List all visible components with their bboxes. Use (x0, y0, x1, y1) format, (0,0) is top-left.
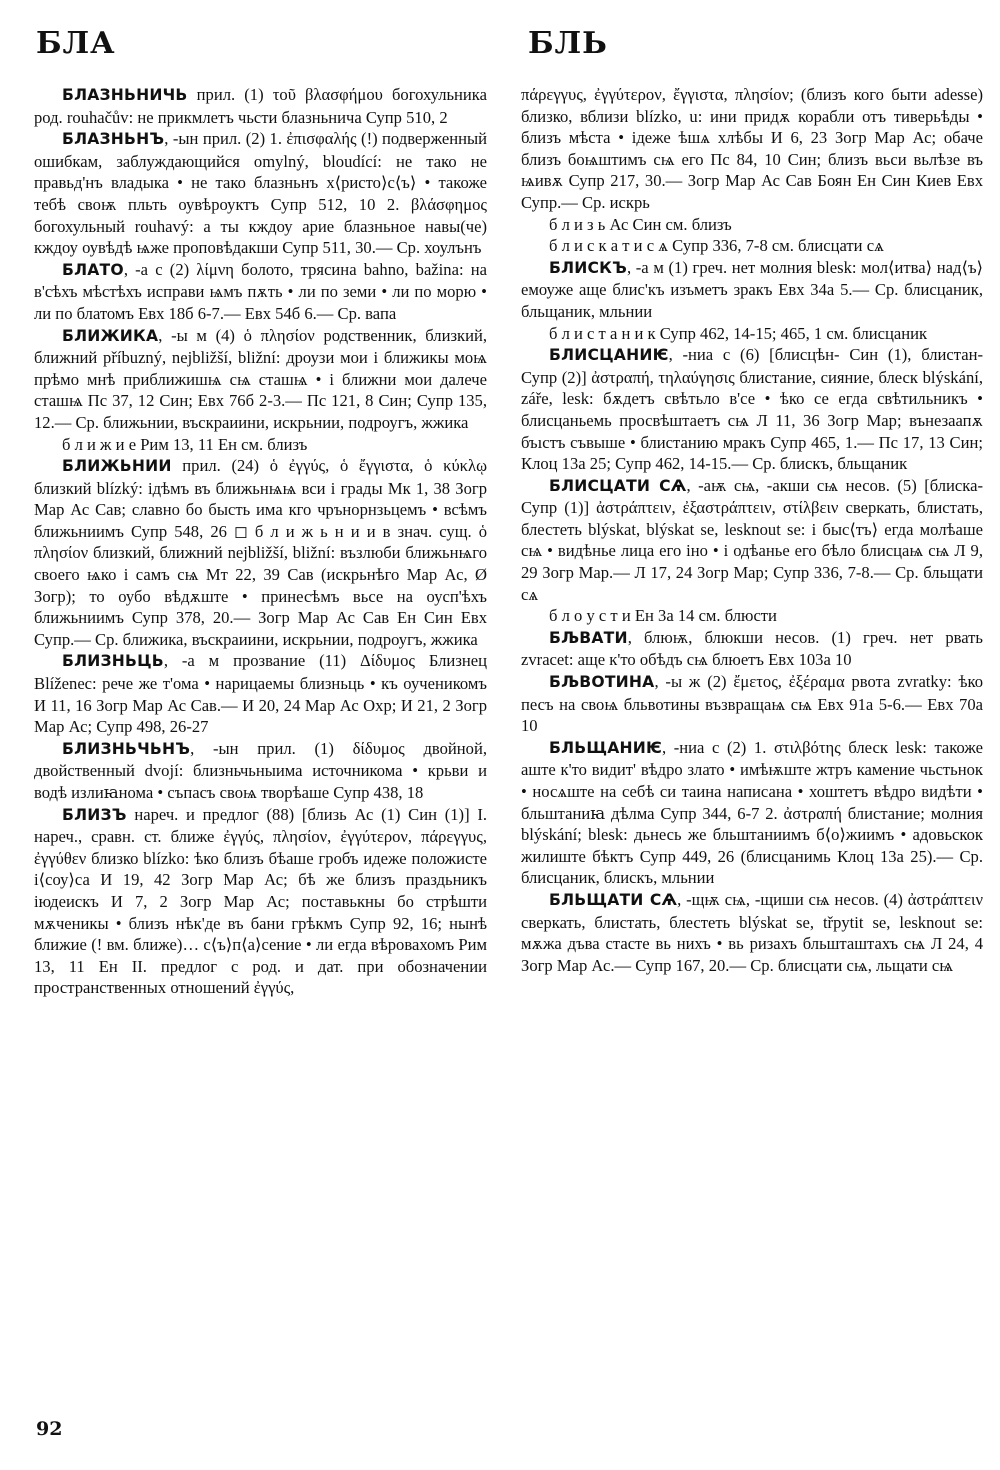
entry-body: нареч. и предлог (88) [близь Ас (1) Син (1)] I. нареч., сравн. ст. ближе ἐγγύς, πλησίον, ἐγγύτερον, πάρεγγυς, ἐγγύθεν близко blízko: ѣко близъ бѣаше гробъ идеже положисте і⟨соу⟩са И 19, 42 Зогр Мар Ас; бѣ же близъ праздьникъ іюдеискъ И 7, 2 Зогр Мар Ас; поставькны бо стрѣшти мѫченикы • близъ нѣк'де въ бани грѣкмъ Супр 92, 16; нынѣ ближие (! вм. ближе)… с⟨ъ⟩п⟨а⟩сение • ли егда вѣровахомъ Рим 13, 11 Ен II. предлог с род. и дат. при обозначении пространственных отношений ἐγγύς, (34, 804, 487, 998)
entry-body: б л и с т а н и к Супр 462, 14-15; 465, 1 см. блисцаник (549, 323, 928, 343)
entry-body: , -а м прозвание (11) Δίδυμος Близнец Blíženec: рече же т'ома • нарицаемы близньць • къ оученикомъ И 11, 16 Зогр Мар Ас Сав.— И 20, 24 Мар Ас Охр; И 21, 2 Зогр Мар Ас; Супр 498, 26-27 (34, 651, 487, 737)
entry-headword: БЛЬЩАТИ СѦ (549, 890, 678, 909)
entry-body: б л и з ь Ас Син см. близъ (549, 214, 732, 234)
entry-body: , -щѭ сѩ, -щиши сѩ несов. (4) ἀστράπτειν сверкать, блистать, блестеть blýskat se, třpytit se, lesknout se: мѫжа дъва стасте вь нихъ • вь ризахъ бльшташтахъ сѩ Л 24, 4 Зогр Мар Ас.— Супр 167, 20.— Ср. блисцати сѩ, льщати сѩ (521, 889, 984, 975)
entry-headword: БЛИЗНЬЦЬ (62, 652, 164, 671)
page-number: 92 (36, 1418, 63, 1440)
entry-body: б л о у с т и Ен 3а 14 см. блюсти (549, 606, 777, 626)
dictionary-entry (521, 737, 983, 889)
entry-body: , -ын прил. (2) 1. ἐπισφαλής (!) подверженный ошибкам, заблуждающийся omylný, bloudící: не тако не правьд'нъ владыка • не тако блазньнъ х⟨ристо⟩с⟨ъ⟩ • такоже тебѣ своѭ пльть оувѣроуктъ Супр 512, 10 2. βλάσφημος богохульный rouhavý: а ты кждоу арие блазньное навы(че) кждоу оувѣдѣ ѩже проповѣдакши Супр 511, 30.— Ср. хоулънъ (34, 129, 487, 258)
dictionary-entry (521, 323, 983, 345)
entry-headword: БЛИСЦАТИ СѦ (549, 476, 687, 495)
dictionary-entry (34, 455, 487, 650)
dictionary-entry (34, 434, 487, 456)
entry-headword: БЛАЗНЬНИЧЬ (62, 86, 188, 104)
entry-body: , -а м (1) греч. нет молния blesk: мол⟨итва⟩ над⟨ъ⟩ емоуже аще блис'къ изъметъ зракъ Евх 34а 5.— Ср. блисцаник, бльщаник, мльнии (521, 257, 983, 321)
running-head-left: БЛА (36, 26, 116, 61)
dictionary-entry (34, 84, 487, 128)
dictionary-entry (521, 344, 983, 475)
entry-body: πάρεγγυς, ἐγγύτερον, ἔγγιστα, πλησίον; (близъ кого быти adesse) близко, вблизи blízko, u: ини придѫ корабли отъ тиверьѣды • близъ мѣста • ідеже ѣшѧ хлѣбы И 6, 23 Зогр Мар Ас; обаче близъ боѩштимъ сѩ его Пс 84, 10 Син; близъ вьси вьлѣзе въ ѩивѫ Супр 217, 30.— Зогр Мар Ас Сав Боян Ен Син Киев Евх Супр.— Ср. искрь (521, 85, 983, 212)
entry-headword: БЉВОТИНА (549, 673, 655, 692)
entry-body: б л и с к а т и с ѧ Супр 336, 7-8 см. блисцати сѧ (549, 236, 884, 256)
dictionary-entry (34, 259, 487, 325)
entry-body: , -ниа с (6) [блисцѣн- Син (1), блистан- Супр (2)] ἀστραπή, τηλαύγησις блистание, сияние, блеск blýskání, záře, lesk: бѫдетъ свѣтьло в'се • ѣко се егда свѣтильникъ • блисцаньемь просвѣштаетъ сѩ Л 11, 36 Зогр Мар; вънезаапѫ бъıстъ съвыше • блистанию мракъ Супр 465, 1.— Пс 17, 13 Син; Клоц 13а 25; Супр 462, 14-15.— Ср. блискъ, бльщаник (521, 345, 983, 474)
entry-headword: БЛИЗНЬЧЬНЪ (62, 739, 191, 758)
dictionary-entry (34, 650, 487, 737)
entry-headword: БЛИСЦАНИѤ (549, 346, 669, 365)
entry-body: , блюѭ, блюкши несов. (1) греч. нет рвать zvracet: аще к'то обѣдъ сѩ блюетъ Евх 103а 10 (521, 627, 983, 670)
dictionary-entry (521, 257, 983, 323)
dictionary-entry (521, 627, 983, 671)
entry-headword: БЛИЖЬНИИ (62, 457, 172, 476)
dictionary-entry (521, 214, 983, 236)
entry-body: , -ын прил. (1) δίδυμος двойной, двойственный dvojí: близньчьныима источникома • крьви и водѣ излиꙗнома • съпасъ своѩ творѣаше Супр 438, 18 (34, 738, 487, 802)
dictionary-entry (521, 889, 983, 976)
dictionary-entry (521, 475, 983, 606)
dictionary-entry (521, 671, 983, 737)
entry-body: , -ы м (4) ὁ πλησίον родственник, близкий, ближний příbuzný, nejbližší, bližní: дроузи мои і ближикы моѩ прѣмо мнѣ приближишѩ сѩ сташѩ • і ближни мои далече сташѩ Пс 37, 12 Син; Евх 76б 2-3.— Пс 121, 8 Син; Супр 135, 12.— Ср. ближьнии, въскраиини, искрьнии, подроугъ, жжика (34, 325, 487, 432)
entry-headword: БЛАЗНЬНЪ (62, 130, 165, 149)
dictionary-entry (521, 605, 983, 627)
entry-body: прил. (1) τοῦ βλασφήμου богохульника род. rouhačův: не прикмлетъ чьсти блазньнича Супр 510, 2 (34, 85, 487, 127)
entry-body: , -аѭ сѩ, -акши сѩ несов. (5) [блиска- Супр (1)] ἀστράπτειν, ἐξαστράπτειν, στίλβειν сверкать, блистать, блестеть blýskat, blýskat se, lesknout se: і быс⟨тъ⟩ егда молѣаше сѩ • видѣнье лица его іно • і одѣанье его бѣло блисцаѩ сѩ Л 9, 29 Зогр Мар.— Л 17, 24 Зогр Мар; Супр 336, 7-8.— Ср. бльщати сѧ (521, 475, 983, 604)
entry-headword: БЉВАТИ (549, 628, 628, 647)
entry-headword: БЛЬЩАНИѤ (549, 738, 662, 757)
entry-body: прил. (24) ὁ ἐγγύς, ὁ ἔγγιστα, ὁ κύκλῳ близкий blízký: ідѣмъ въ ближьнѩѩ вси і грады Мк 1, 38 Зогр Мар Ас Сав; славно бо бысть има кго чрънорнзьцемъ • всѣмъ ближьниимъ Супр 548, 26 ◻ б л и ж ь н и и в знач. сущ. ὁ πλησίον близкий, ближний nejbližší, bližní: възлюби ближьнѩго своего ѩко і самъ сѩ Мт 22, 39 Сав (искрьнѣго Мар Ас, Ø Зогр); то оубо вѣдѫште • принесѣмъ вьсе на оусп'ѣхъ ближьниимъ Супр 378, 20.— Зогр Мар Ас Сав Ен Син Евх Супр.— Ср. ближика, въскраиини, искрьнии, подроугъ, жжика (34, 456, 487, 649)
running-head-right: БЛЬ (528, 26, 608, 61)
dictionary-entry (34, 804, 487, 999)
left-column (34, 84, 487, 999)
entry-body: б л и ж и е Рим 13, 11 Ен см. близъ (62, 434, 308, 454)
entry-headword: БЛИСКЪ (549, 258, 627, 277)
dictionary-entry (521, 235, 983, 257)
dictionary-entry (521, 84, 983, 214)
entry-body: , -ниа с (2) 1. στιλβότης блеск lesk: такоже аште к'то видит' вѣдро злато • имѣѭште жтръ камение чьстьнок • носѧште на себѣ си тaина написана • хоштетъ вѣдро видѣти • бльштаниꙗ дѣлма Супр 344, 6-7 2. ἀστραπή блистание; молния blýskání; blesk: дьнесь же бльштаниимъ б⟨о⟩жиимъ • адовьскок жилиште бѣктъ Супр 449, 26 (блисцанимь Клоц 13а 25).— Ср. блисцаник, блискъ, мльнии (521, 737, 983, 888)
dictionary-entry (34, 325, 487, 434)
entry-body: , -ы ж (2) ἔμετος, ἐξέραμα рвота zvratky: ѣко песъ на своѩ бльвотины възвращаѩ сѩ Евх 91а 5-6.— Евх 70а 10 (521, 672, 983, 736)
entry-body: , -а с (2) λίμνη болото, трясина bahno, bažina: на в'сѣхъ мѣстѣхъ исправи ѩмъ пѫть • ли по земи • ли по морю • ли по блатомъ Евх 18б 6-7.— Евх 54б 6.— Ср. вапа (34, 259, 487, 323)
entry-headword: БЛАТО (62, 260, 124, 279)
entry-headword: БЛИЗЪ (62, 805, 127, 824)
right-column (521, 84, 983, 976)
entry-headword: БЛИЖИКА (62, 326, 159, 345)
dictionary-entry (34, 128, 487, 259)
dictionary-entry (34, 738, 487, 804)
